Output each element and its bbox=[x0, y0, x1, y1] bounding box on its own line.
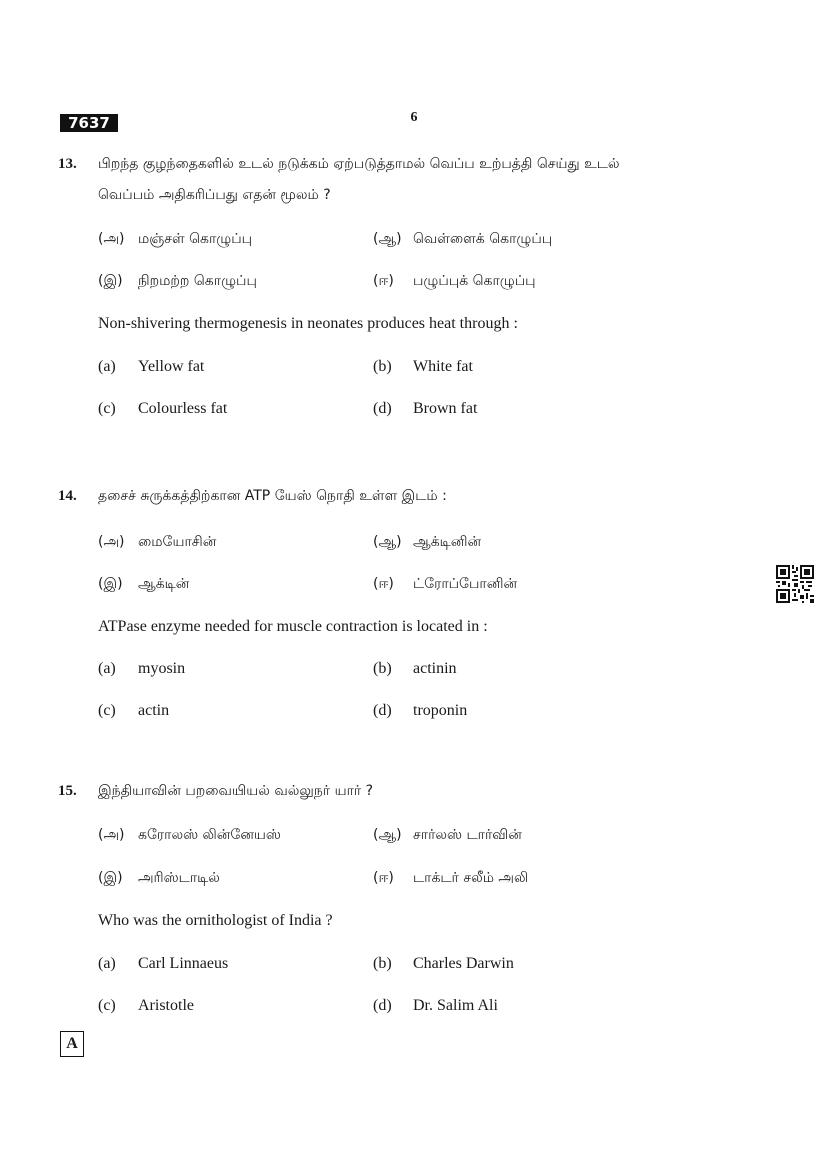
option-text: கரோலஸ் லின்னேயஸ் bbox=[138, 827, 281, 843]
option-text: சார்லஸ் டார்வின் bbox=[413, 827, 522, 843]
option-text: actinin bbox=[413, 660, 457, 677]
option-label: (a) bbox=[98, 955, 116, 972]
option-label: (b) bbox=[373, 660, 392, 677]
option-label: (d) bbox=[373, 702, 392, 719]
option-text: actin bbox=[138, 702, 170, 719]
option-label: (a) bbox=[98, 358, 116, 375]
option-text: ஆக்டின் bbox=[138, 576, 190, 592]
question-text-tamil: இந்தியாவின் பறவையியல் வல்லுநர் யார் ? bbox=[98, 783, 374, 799]
option-text: மையோசின் bbox=[138, 534, 217, 550]
option-label: (ஆ) bbox=[373, 827, 402, 843]
question-number: 13. bbox=[58, 156, 77, 172]
page-number: 6 bbox=[410, 110, 418, 125]
option-text: Aristotle bbox=[138, 997, 194, 1014]
option-label: (b) bbox=[373, 358, 392, 375]
option-text: அரிஸ்டாடில் bbox=[138, 870, 220, 886]
option-text: myosin bbox=[138, 660, 186, 677]
option-label: (ஈ) bbox=[373, 576, 394, 592]
question-text-english: Non-shivering thermogenesis in neonates produces heat through : bbox=[98, 315, 518, 332]
qr-code-icon bbox=[776, 565, 814, 603]
option-label: (ஈ) bbox=[373, 273, 394, 289]
option-label: (அ) bbox=[98, 231, 125, 247]
question-number: 14. bbox=[58, 488, 77, 504]
question-text-english: ATPase enzyme needed for muscle contraction is located in : bbox=[98, 618, 488, 635]
option-text: Charles Darwin bbox=[413, 955, 514, 972]
option-label: (இ) bbox=[98, 870, 123, 886]
option-label: (ஆ) bbox=[373, 534, 402, 550]
option-text: troponin bbox=[413, 702, 468, 719]
option-label: (ஈ) bbox=[373, 870, 394, 886]
question-text-tamil: பிறந்த குழந்தைகளில் உடல் நடுக்கம் ஏற்படுத்தாமல் வெப்ப உற்பத்தி செய்து உடல் bbox=[98, 156, 620, 172]
option-text: Yellow fat bbox=[138, 358, 205, 375]
option-label: (இ) bbox=[98, 273, 123, 289]
option-label: (அ) bbox=[98, 827, 125, 843]
question-text-tamil: தசைச் சுருக்கத்திற்கான ATP யேஸ் நொதி உள்ள இடம் : bbox=[98, 488, 447, 504]
option-label: (c) bbox=[98, 702, 116, 719]
option-text: வெள்ளைக் கொழுப்பு bbox=[413, 231, 553, 247]
set-code-box: A bbox=[60, 1031, 84, 1057]
question-number: 15. bbox=[58, 783, 77, 799]
option-label: (a) bbox=[98, 660, 116, 677]
option-text: White fat bbox=[413, 358, 473, 375]
option-text: நிறமற்ற கொழுப்பு bbox=[138, 273, 257, 289]
option-label: (c) bbox=[98, 400, 116, 417]
option-label: (இ) bbox=[98, 576, 123, 592]
option-label: (c) bbox=[98, 997, 116, 1014]
option-text: பழுப்புக் கொழுப்பு bbox=[413, 273, 536, 289]
option-text: Colourless fat bbox=[138, 400, 228, 417]
option-text: ஆக்டினின் bbox=[413, 534, 482, 550]
option-label: (d) bbox=[373, 997, 392, 1014]
option-label: (ஆ) bbox=[373, 231, 402, 247]
option-text: டாக்டர் சலீம் அலி bbox=[413, 870, 529, 886]
option-text: ட்ரோப்போனின் bbox=[413, 576, 518, 592]
question-text-tamil-cont: வெப்பம் அதிகரிப்பது எதன் மூலம் ? bbox=[98, 187, 331, 203]
option-text: Carl Linnaeus bbox=[138, 955, 229, 972]
option-label: (d) bbox=[373, 400, 392, 417]
question-text-english: Who was the ornithologist of India ? bbox=[98, 912, 333, 929]
option-label: (b) bbox=[373, 955, 392, 972]
paper-code-badge: 7637 bbox=[60, 114, 118, 132]
option-text: மஞ்சள் கொழுப்பு bbox=[138, 231, 253, 247]
option-text: Brown fat bbox=[413, 400, 478, 417]
option-label: (அ) bbox=[98, 534, 125, 550]
option-text: Dr. Salim Ali bbox=[413, 997, 498, 1014]
